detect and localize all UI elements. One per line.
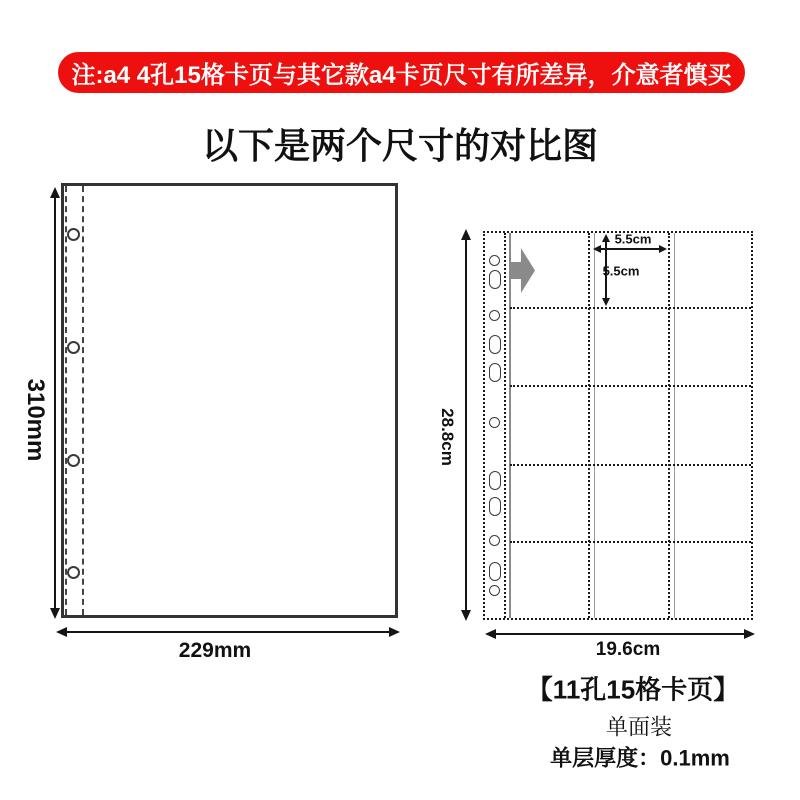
- binder-hole: [489, 585, 500, 596]
- right-height-label: 28.8cm: [438, 408, 457, 466]
- left-height-label: 310mm: [22, 378, 49, 462]
- binder-hole: [489, 363, 501, 382]
- binder-hole: [489, 562, 501, 581]
- binder-hole: [489, 270, 501, 289]
- binder-hole: [489, 310, 500, 321]
- binder-hole: [489, 335, 501, 354]
- grid-column-line: [668, 233, 670, 618]
- binder-hole: [67, 454, 80, 467]
- pocket-edge-line: [594, 233, 595, 618]
- punch-strip-edge-line: [509, 233, 511, 618]
- left-width-dimension-arrow: [58, 631, 398, 633]
- binder-hole: [489, 471, 501, 490]
- binder-hole: [67, 566, 80, 579]
- grid-page-outline: [483, 231, 753, 620]
- thickness-note: 单层厚度：0.1mm: [550, 745, 730, 771]
- right-width-dimension-arrow: [487, 633, 753, 635]
- binding-strip-dashed-line: [65, 186, 67, 615]
- notice-banner: [58, 52, 745, 93]
- grid-row-line: [510, 464, 751, 466]
- right-height-dimension-arrow: [465, 231, 467, 619]
- binder-hole: [67, 341, 80, 354]
- cell-height-label: 5.5cm: [602, 263, 640, 279]
- punch-strip-dotted-line: [504, 233, 506, 618]
- right-width-label: 19.6cm: [595, 639, 661, 660]
- binding-strip-dashed-line: [82, 186, 84, 615]
- binder-hole: [489, 497, 501, 516]
- binder-hole: [489, 417, 500, 428]
- notice-text: 注:a4 4孔15格卡页与其它款a4卡页尺寸有所差异，介意者慎买: [71, 62, 732, 89]
- comparison-title: 以下是两个尺寸的对比图: [201, 125, 598, 166]
- insert-direction-arrow-icon: [509, 248, 535, 293]
- cell-width-label: 5.5cm: [614, 231, 652, 247]
- binder-hole: [67, 228, 80, 241]
- pocket-edge-line: [674, 233, 675, 618]
- left-width-label: 229mm: [178, 639, 252, 662]
- binder-hole: [489, 535, 500, 546]
- grid-row-line: [510, 385, 751, 387]
- binder-hole: [489, 255, 500, 266]
- product-caption: 【11孔15格卡页】: [526, 674, 740, 705]
- left-page-outline: [61, 183, 398, 618]
- grid-column-line: [588, 233, 590, 618]
- packing-note: 单面装: [605, 714, 673, 740]
- left-height-dimension-arrow: [54, 189, 56, 617]
- grid-row-line: [510, 307, 751, 309]
- grid-row-line: [510, 541, 751, 543]
